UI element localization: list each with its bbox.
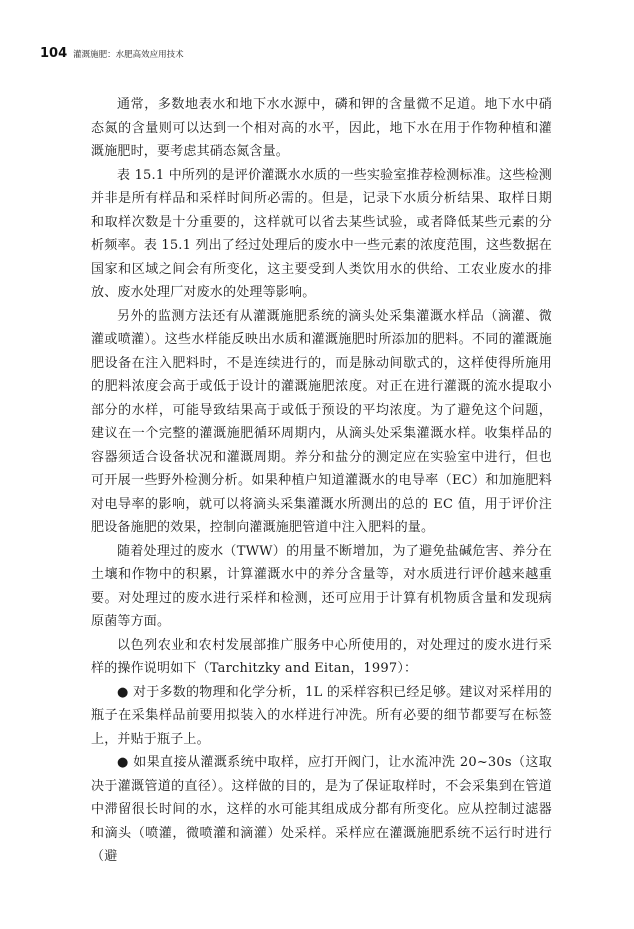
paragraph-lab-standards: 表 15.1 中所列的是评价灌溉水水质的一些实验室推荐检测标准。这些检测并非是所有样品和采样时间所必需的。但是，记录下水质分析结果、取样日期和取样次数是十分重要的，这样就可以省去某些试验，或者降低某些元素的分析频率。表 15.1 列出了经过处理后的废水中一些元素的浓度范围，这些数据在国家和区域之间会有所变化，这主要受到人类饮用水的供给、工农业废水的排放、废水处理厂对废水的处理等影响。 [91,167,552,300]
body-text [91,93,552,869]
running-title: 灌溉施肥：水肥高效应用技术 [73,50,184,60]
bullet-system-sampling: ● 如果直接从灌溉系统中取样，应打开阀门，让水流冲洗 20~30s（这取决于灌溉管道的直径）。这样做的目的，是为了保证取样时，不会采集到在管道中滞留很长时间的水，这样的水可能其组成成分都有所变化。应从控制过滤器和滴头（喷灌，微喷灌和滴灌）处采样。采样应在灌溉施肥系统不运行时进行（避 [91,755,552,864]
page-header [40,46,184,61]
page-number: 104 [40,46,68,61]
paragraph-treated-wastewater: 随着处理过的废水（TWW）的用量不断增加，为了避免盐碱危害、养分在土壤和作物中的积累，计算灌溉水中的养分含量等，对水质进行评价越来越重要。对处理过的废水进行采样和检测，还可应用于计算有机物质含量和发现病原菌等方面。 [91,543,552,629]
paragraph-nutrient-content: 通常，多数地表水和地下水水源中，磷和钾的含量微不足道。地下水中硝态氮的含量则可以达到一个相对高的水平，因此，地下水在用于作物种植和灌溉施肥时，要考虑其硝态氮含量。 [91,97,552,159]
bullet-sample-volume: ● 对于多数的物理和化学分析，1L 的采样容积已经足够。建议对采样用的瓶子在采集样品前要用拟装入的水样进行冲洗。所有必要的细节都要写在标签上，并贴于瓶子上。 [91,684,552,747]
paragraph-sampling-instructions: 以色列农业和农村发展部推广服务中心所使用的，对处理过的废水进行采样的操作说明如下（Tarchitzky and Eitan，1997）： [91,637,552,676]
paragraph-dripper-sampling: 另外的监测方法还有从灌溉施肥系统的滴头处采集灌溉水样品（滴灌、微灌或喷灌）。这些水样能反映出水质和灌溉施肥时所添加的肥料。不同的灌溉施肥设备在注入肥料时，不是连续进行的，而是脉动间歇式的，这样使得所施用的肥料浓度会高于或低于设计的灌溉施肥浓度。对正在进行灌溉的流水提取小部分的水样，可能导致结果高于或低于预设的平均浓度。为了避免这个问题，建议在一个完整的灌溉施肥循环周期内，从滴头处采集灌溉水样。收集样品的容器须适合设备状况和灌溉周期。养分和盐分的测定应在实验室中进行，但也可开展一些野外检测分析。如果种植户知道灌溉水的电导率（EC）和加施肥料对电导率的影响，就可以将滴头采集灌溉水所测出的总的 EC 值，用于评价注肥设备施肥的效果，控制向灌溉施肥管道中注入肥料的量。 [91,308,552,535]
